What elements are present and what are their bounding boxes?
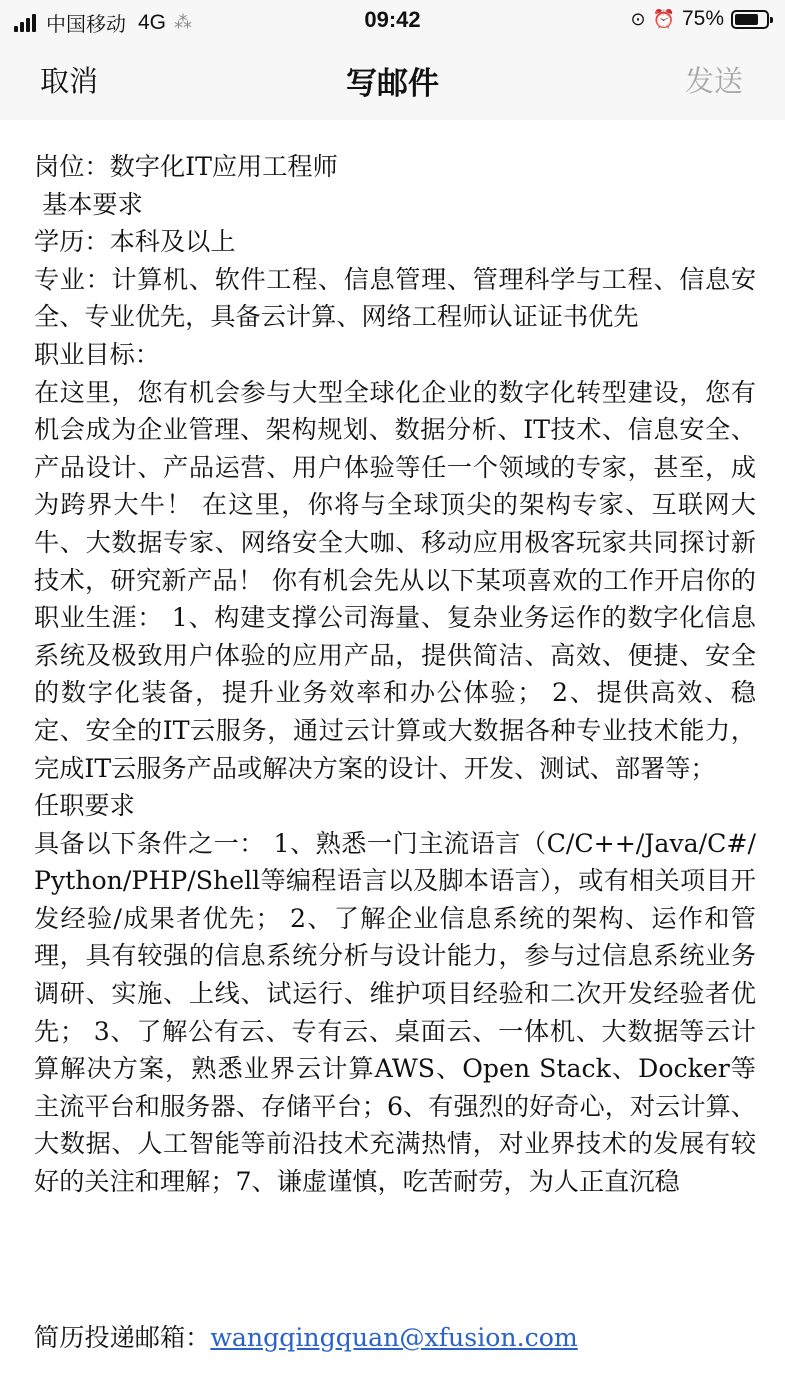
mail-body-editor[interactable]: 岗位：数字化IT应用工程师 基本要求 学历：本科及以上 专业：计算机、软件工程、信息管理、管理科学与工程、信息安全、专业优先，具备云计算、网络工程师认证证书优先 职业目标： 在这里，您有机会参与大型全球化企业的数字化转型建设，您有机会成为企业管理、架构规划、数据分析、IT技术、信息安全、产品设计、产品运营、用户体验等任一个领域的专家，甚至，成为跨界大牛！ 在这里，你将与全球顶尖的架构专家、互联网大牛、大数据专家、网络安全大咖、移动应用极客玩家共同探讨新技术，研究新产品！ 你有机会先从以下某项喜欢的工作开启你的职业生涯： 1、构建支撑公司海量、复杂业务运作的数字化信息系统及极致用户体验的应用产品，提供简洁、高效、便捷、安全的数字化装备，提升业务效率和办公体验； 2、提供高效、稳定、安全的IT云服务，通过云计算或大数据各种专业技术能力，完成IT云服务产品或解决方案的设计、开发、测试、部署等； 任职要求 具备以下条件之一： 1、熟悉一门主流语言（C/C++/Java/C#/Python/PHP/Shell等编程语言以及脚本语言），或有相关项目开发经验/成果者优先； 2、了解企业信息系统的架构、运作和管理，具有较强的信息系统分析与设计能力，参与过信息系统业务调研、实施、上线、试运行、维护项目经验和二次开发经验者优先； 3、了解公有云、专有云、桌面云、一体机、大数据等云计算解决方案，熟悉业界云计算AWS、Open Stack、Docker等主流平台和服务器、存储平台；6、有强烈的好奇心，对云计算、大数据、人工智能等前沿技术充满热情，对业界技术的发展有较好的关注和理解；7、谦虚谨慎，吃苦耐劳，为人正直沉稳 <box>34 152 756 1197</box>
resume-email-line <box>34 1318 578 1354</box>
resume-email-label: 简历投递邮箱： <box>34 1323 211 1352</box>
status-bar <box>0 0 785 40</box>
compose-nav-bar <box>0 40 785 120</box>
clock: 09:42 <box>364 7 421 32</box>
alarm-icon: ⏰ <box>652 8 675 29</box>
send-button[interactable]: 发送 <box>684 64 743 98</box>
cancel-button[interactable]: 取消 <box>40 64 99 98</box>
network-type: 4G <box>138 10 167 34</box>
rotation-lock-icon: ⊙ <box>630 8 646 29</box>
battery-icon <box>731 10 769 29</box>
battery-percent: 75% <box>681 7 724 30</box>
loading-spinner-icon: ⁂ <box>174 12 193 32</box>
page-title: 写邮件 <box>346 66 439 102</box>
carrier-name: 中国移动 <box>46 12 126 36</box>
status-right <box>630 7 769 31</box>
resume-email-link[interactable]: wangqingquan@xfusion.com <box>210 1323 578 1352</box>
